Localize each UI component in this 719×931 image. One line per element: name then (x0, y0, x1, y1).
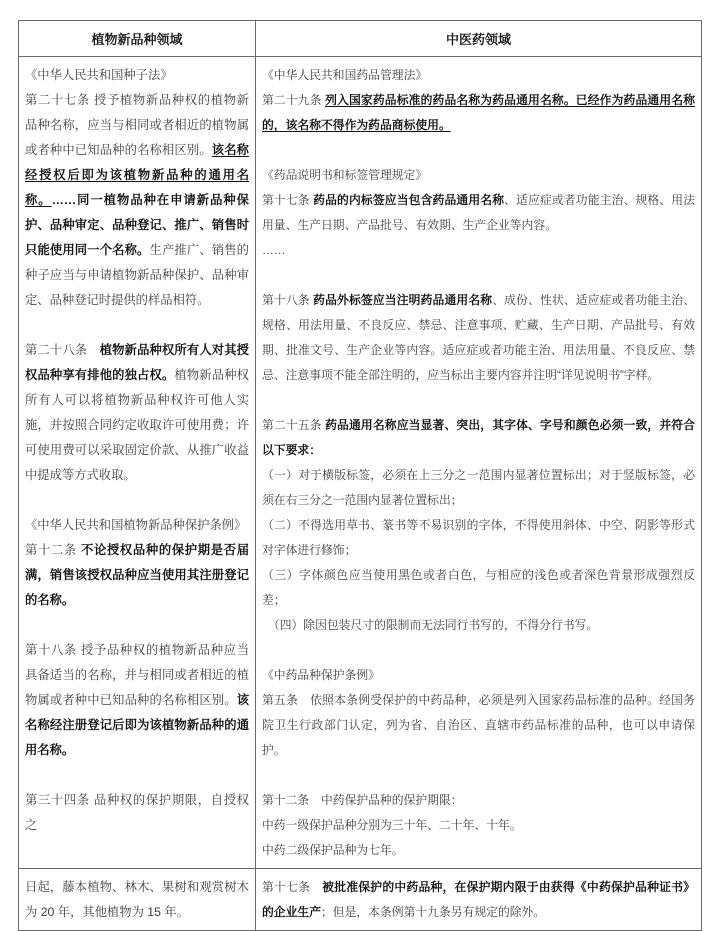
paragraph (25, 63, 249, 88)
text-segment: 药品的内标签应当包含药品通用名称 (313, 193, 505, 207)
text-segment: 第十二条 中药保护品种的保护期限： (262, 793, 463, 807)
paragraph (262, 188, 695, 238)
comparison-table (18, 20, 702, 931)
paragraph (262, 788, 695, 813)
paragraph (25, 538, 249, 613)
text-segment: 生产推广、销售的种子应当与申请植物新品种保护、品种审定、品种登记时提供的样品相符。 (25, 243, 249, 307)
text-segment: …… (262, 243, 286, 257)
text-segment: 药品外标签应当注明药品通用名称 (313, 293, 493, 307)
paragraph (262, 63, 695, 88)
paragraph (262, 463, 695, 513)
text-segment: 不论授权品种的保护期是否届满，销售该授权品种应当使用其注册登记的名称。 (25, 543, 249, 607)
table-row (19, 869, 702, 931)
text-segment: 第五条 依照本条例受保护的中药品种，必须是列入国家药品标准的品种。经国务院卫生行政部门认定，列为省、自治区、直辖市药品标准的品种，也可以申请保护。 (262, 693, 695, 757)
text-segment: 第二十七条 授予植物新品种权的植物新品种名称，应当与相同或者相近的植物属或者种中已知品种的名称相区别。 (25, 93, 249, 157)
text-segment: 《中华人民共和国植物新品种保护条例》 (25, 518, 247, 532)
text-segment: 、适应症或者功能主治、规格、用法用量、生产日期、产品批号、有效期、生产企业等内容。 (262, 193, 695, 232)
text-segment: 第十七条 (262, 193, 314, 207)
text-segment: ；但是，本条例第十九条另有规定的除外。 (321, 905, 546, 919)
text-segment: 药品通用名称应当显著、突出，其字体、字号和颜色必须一致，并符合以下要求： (262, 418, 695, 457)
text-segment: 《中华人民共和国种子法》 (25, 68, 173, 82)
text-segment: 植物新品种权所有人可以将植物新品种权许可他人实施，并按照合同约定收取许可使用费；许可使用费可以采取固定价款、从推广收益中提成等方式收取。 (25, 368, 249, 482)
paragraph-spacer (25, 313, 249, 338)
text-segment: 该名称经注册登记后即为该植物新品种的通用名称。 (25, 693, 249, 757)
paragraph (25, 88, 249, 313)
paragraph (25, 638, 249, 763)
paragraph-spacer (262, 263, 695, 288)
text-segment: ……同一植物品种在申请新品种保护、品种审定、品种登记、推广、销售时只能使用同一个名称。 (25, 193, 249, 257)
table-row (19, 57, 702, 869)
text-segment: （一）对于横版标签，必须在上三分之一范围内显著位置标出；对于竖版标签，必须在右三分之一范围内显著位置标出； (262, 468, 695, 507)
text-segment: 、成份、性状、适应症或者功能主治、规格、用法用量、不良反应、禁忌、注意事项、贮藏、生产日期、产品批号、有效期、批准文号、生产企业等内容。适应症或者功能主治、用法用量、不良反应、禁忌、注意事项不能全部注明的，应当标出主要内容并注明“详见说明书”字样。 (262, 293, 695, 382)
text-segment: 第十八条 授予品种权的植物新品种应当具备适当的名称，并与相同或者相近的植物属或者种中已知品种的名称相区别。 (25, 643, 249, 707)
paragraph (262, 163, 695, 188)
header-row (19, 21, 702, 57)
paragraph (25, 338, 249, 488)
paragraph-spacer (262, 388, 695, 413)
paragraph (25, 513, 249, 538)
paragraph-spacer (25, 488, 249, 513)
cell-tcm-continued (256, 869, 702, 931)
paragraph (262, 413, 695, 463)
paragraph (262, 238, 695, 263)
text-segment: 日起，藤本植物、林木、果树和观赏树木为 20 年，其他植物为 15 年。 (25, 880, 249, 919)
paragraph (262, 663, 695, 688)
paragraph-spacer (25, 763, 249, 788)
document-page (0, 20, 719, 919)
text-segment: （三）字体颜色应当使用黑色或者白色，与相应的浅色或者深色背景形成强烈反差； (262, 568, 695, 607)
header-tcm-field: 中医药领域 (256, 21, 702, 57)
text-segment: 《药品说明书和标签管理规定》 (262, 168, 428, 182)
header-plant-variety-field: 植物新品种领域 (19, 21, 256, 57)
text-segment: 被批准保护的中药品种，在保护期内限于由获得《中药保护品种证书》的企业生产 (262, 880, 695, 919)
paragraph (262, 613, 695, 638)
text-segment: （四）除因包装尺寸的限制而无法同行书写的，不得分行书写。 (262, 618, 599, 632)
paragraph (262, 688, 695, 763)
cell-plant-variety-body (19, 57, 256, 869)
text-segment: （二）不得选用草书、篆书等不易识别的字体，不得使用斜体、中空、阴影等形式对字体进行修饰； (262, 518, 695, 557)
cell-tcm-body (256, 57, 702, 869)
text-segment: 《中药品种保护条例》 (262, 668, 380, 682)
paragraph (262, 88, 695, 138)
paragraph-spacer (262, 763, 695, 788)
paragraph (262, 838, 695, 863)
paragraph (25, 788, 249, 838)
text-segment: 中药一级保护品种分别为三十年、二十年、十年。 (262, 818, 522, 832)
cell-plant-variety-continued (19, 869, 256, 931)
paragraph (25, 875, 249, 925)
paragraph-spacer (25, 613, 249, 638)
text-segment: 第二十九条 (262, 93, 326, 107)
text-segment: 第十八条 (262, 293, 314, 307)
text-segment: 第二十八条 (25, 343, 100, 357)
text-segment: 第三十四条 品种权的保护期限，自授权之 (25, 793, 249, 832)
paragraph-spacer (262, 138, 695, 163)
paragraph (262, 288, 695, 388)
text-segment: 中药二级保护品种为七年。 (262, 843, 404, 857)
paragraph (262, 513, 695, 563)
text-segment: 第十七条 (262, 880, 323, 894)
paragraph (262, 813, 695, 838)
text-segment: 植物新品种权所有人对其授权品种享有排他的独占权。 (25, 343, 249, 382)
paragraph-spacer (262, 638, 695, 663)
text-segment: 该名称经授权后即为该植物新品种的通用名称。 (25, 143, 249, 207)
text-segment: 第十二条 (25, 543, 81, 557)
paragraph (262, 563, 695, 613)
paragraph (262, 875, 695, 925)
text-segment: 列入国家药品标准的药品名称为药品通用名称。已经作为药品通用名称的，该名称不得作为药品商标使用。 (262, 93, 695, 132)
text-segment: 第二十五条 (262, 418, 326, 432)
text-segment: 《中华人民共和国药品管理法》 (262, 68, 428, 82)
